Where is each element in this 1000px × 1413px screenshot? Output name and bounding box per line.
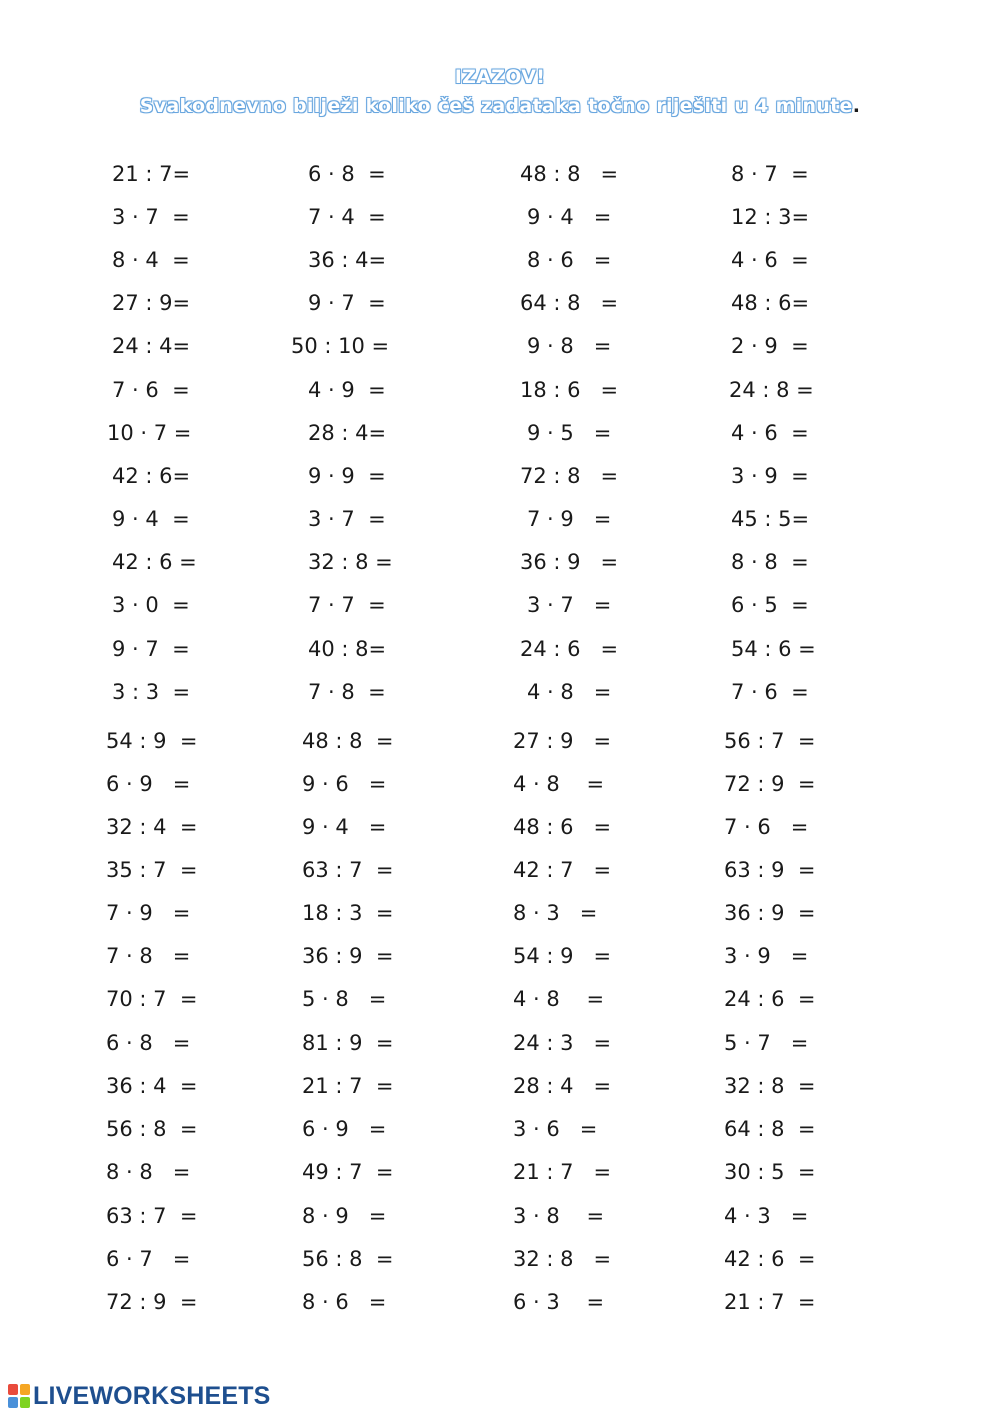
exercise-item: 48 : 6= [731,291,810,315]
logo-square [20,1397,30,1408]
exercise-item: 72 : 8 = [520,464,619,488]
exercise-item: 7 · 6 = [731,680,809,704]
exercise-item: 35 : 7 = [106,858,198,882]
exercise-item: 12 : 3= [731,205,810,229]
exercise-item: 7 · 4 = [308,205,386,229]
exercise-item: 6 · 9 = [106,772,191,796]
exercise-item: 8 · 8 = [106,1160,191,1184]
subtitle-text: Svakodnevno bilježi koliko češ zadataka točno riješiti u 4 minute [139,95,853,117]
exercise-item: 4 · 8 = [513,987,605,1011]
exercise-item: 9 · 5 = [527,421,612,445]
exercise-item: 24 : 4= [112,334,191,358]
exercise-item: 24 : 3 = [513,1031,612,1055]
exercise-item: 32 : 8 = [724,1074,816,1098]
exercise-item: 7 · 9 = [527,507,612,531]
exercise-item: 50 : 10 = [291,334,390,358]
exercise-item: 63 : 7 = [106,1204,198,1228]
exercise-item: 27 : 9= [112,291,191,315]
exercise-item: 32 : 8 = [513,1247,612,1271]
exercise-item: 48 : 8 = [520,162,619,186]
exercise-item: 21 : 7 = [513,1160,612,1184]
exercise-item: 6 · 5 = [731,593,809,617]
exercise-item: 49 : 7 = [302,1160,394,1184]
liveworksheets-logo-icon [8,1384,30,1408]
exercise-item: 21 : 7= [112,162,191,186]
exercise-item: 9 · 7 = [112,637,190,661]
exercise-item: 3 · 9 = [724,944,809,968]
exercise-item: 63 : 7 = [302,858,394,882]
exercise-item: 8 · 3 = [513,901,598,925]
exercise-item: 36 : 9 = [520,550,619,574]
page-title: IZAZOV! [454,66,546,88]
exercise-item: 42 : 6= [112,464,191,488]
exercise-item: 42 : 6 = [724,1247,816,1271]
exercise-item: 9 · 4 = [112,507,190,531]
exercise-item: 6 · 8 = [106,1031,191,1055]
exercise-item: 5 · 8 = [302,987,387,1011]
exercise-item: 24 : 6 = [724,987,816,1011]
exercise-item: 56 : 8 = [302,1247,394,1271]
exercise-item: 24 : 6 = [520,637,619,661]
exercise-item: 24 : 8 = [729,378,814,402]
exercise-item: 42 : 6 = [112,550,197,574]
exercise-item: 7 · 9 = [106,901,191,925]
exercise-item: 18 : 6 = [520,378,619,402]
exercise-item: 3 · 9 = [731,464,809,488]
exercise-item: 3 · 0 = [112,593,190,617]
exercise-item: 21 : 7 = [724,1290,816,1314]
exercise-item: 54 : 6 = [731,637,816,661]
exercise-item: 30 : 5 = [724,1160,816,1184]
exercise-item: 36 : 9 = [724,901,816,925]
exercise-item: 4 · 6 = [731,248,809,272]
exercise-item: 7 · 7 = [308,593,386,617]
exercise-item: 9 · 7 = [308,291,386,315]
exercise-item: 7 · 6 = [112,378,190,402]
exercise-item: 40 : 8= [308,637,387,661]
exercise-item: 28 : 4 = [513,1074,612,1098]
exercise-item: 56 : 7 = [724,729,816,753]
exercise-item: 32 : 8 = [308,550,393,574]
exercise-item: 64 : 8 = [724,1117,816,1141]
exercise-item: 6 · 3 = [513,1290,605,1314]
subtitle-period: . [852,95,861,117]
exercise-item: 8 · 4 = [112,248,190,272]
exercise-item: 70 : 7 = [106,987,198,1011]
exercise-item: 4 · 8 = [513,772,605,796]
exercise-item: 36 : 4 = [106,1074,198,1098]
exercise-item: 8 · 8 = [731,550,809,574]
exercise-item: 27 : 9 = [513,729,612,753]
exercise-item: 9 · 4 = [527,205,612,229]
exercise-item: 4 · 6 = [731,421,809,445]
exercise-item: 36 : 4= [308,248,387,272]
logo-square [8,1384,18,1395]
exercise-item: 7 · 6 = [724,815,809,839]
exercise-item: 72 : 9 = [106,1290,198,1314]
exercise-item: 81 : 9 = [302,1031,394,1055]
exercise-item: 36 : 9 = [302,944,394,968]
exercise-item: 9 · 8 = [527,334,612,358]
exercise-item: 4 · 8 = [527,680,612,704]
exercise-item: 32 : 4 = [106,815,198,839]
brand-logo [8,1379,271,1413]
exercise-item: 48 : 6 = [513,815,612,839]
logo-square [20,1384,30,1395]
exercise-item: 2 · 9 = [731,334,809,358]
exercise-item: 4 · 3 = [724,1204,809,1228]
exercise-item: 64 : 8 = [520,291,619,315]
exercise-item: 3 · 7 = [527,593,612,617]
exercise-item: 8 · 7 = [731,162,809,186]
exercise-item: 10 · 7 = [107,421,192,445]
exercise-item: 18 : 3 = [302,901,394,925]
exercise-item: 3 · 8 = [513,1204,605,1228]
exercise-item: 6 · 7 = [106,1247,191,1271]
exercise-item: 56 : 8 = [106,1117,198,1141]
exercise-item: 8 · 6 = [527,248,612,272]
exercise-item: 7 · 8 = [308,680,386,704]
exercise-item: 3 · 7 = [308,507,386,531]
exercise-item: 45 : 5= [731,507,810,531]
exercise-item: 4 · 9 = [308,378,386,402]
exercise-item: 9 · 9 = [308,464,386,488]
exercise-item: 48 : 8 = [302,729,394,753]
logo-square [8,1397,18,1408]
exercise-item: 42 : 7 = [513,858,612,882]
exercise-item: 9 · 4 = [302,815,387,839]
exercise-item: 9 · 6 = [302,772,387,796]
exercise-item: 3 · 6 = [513,1117,598,1141]
exercise-item: 72 : 9 = [724,772,816,796]
exercise-item: 21 : 7 = [302,1074,394,1098]
exercise-item: 3 : 3 = [112,680,191,704]
brand-name: LIVEWORKSHEETS [33,1381,271,1410]
exercise-item: 54 : 9 = [106,729,198,753]
exercise-item: 28 : 4= [308,421,387,445]
exercise-item: 5 · 7 = [724,1031,809,1055]
exercise-item: 7 · 8 = [106,944,191,968]
exercise-item: 54 : 9 = [513,944,612,968]
exercise-item: 3 · 7 = [112,205,190,229]
exercise-item: 6 · 8 = [308,162,386,186]
exercise-item: 8 · 6 = [302,1290,387,1314]
exercise-item: 6 · 9 = [302,1117,387,1141]
exercise-item: 8 · 9 = [302,1204,387,1228]
exercise-item: 63 : 9 = [724,858,816,882]
